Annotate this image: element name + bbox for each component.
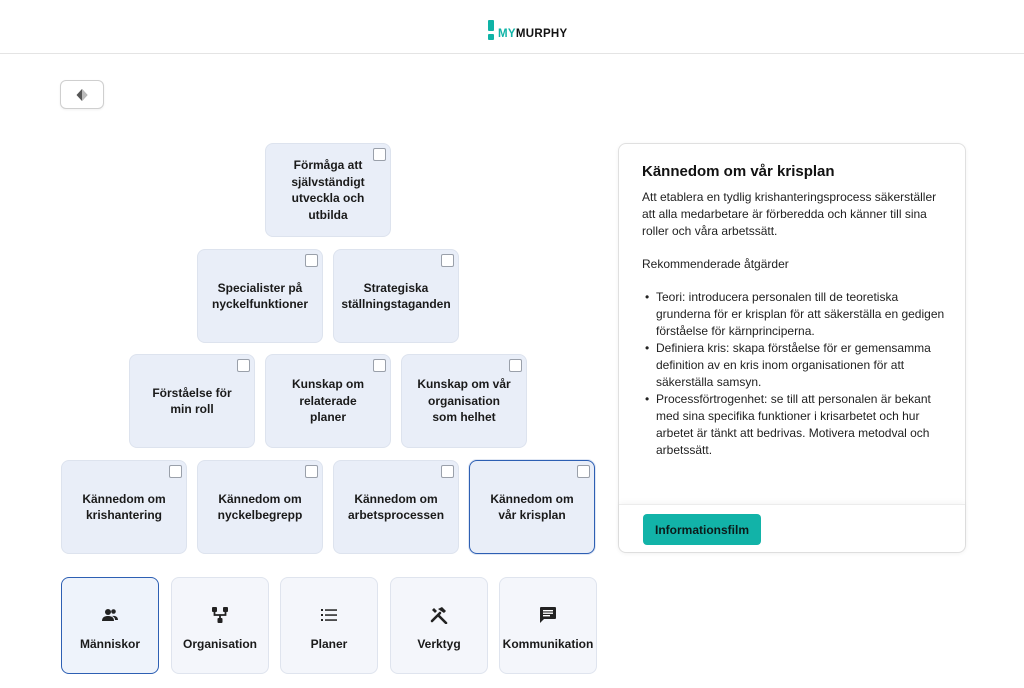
competence-card[interactable]: [265, 354, 391, 448]
recommendation-list: [642, 289, 947, 459]
detail-panel: [618, 143, 966, 553]
eraser-button[interactable]: [60, 80, 104, 109]
competence-card-label: Kännedom om nyckelbegrepp: [217, 491, 303, 522]
competence-card-selected[interactable]: [469, 460, 595, 554]
competence-card-label: Kännedom om arbetsprocessen: [347, 491, 445, 522]
category-label: Kommunikation: [502, 637, 594, 651]
competence-checkbox[interactable]: [305, 465, 318, 478]
competence-card[interactable]: [333, 249, 459, 343]
competence-card[interactable]: [401, 354, 527, 448]
category-tab-organisation[interactable]: [171, 577, 269, 674]
category-tab-kommunikation[interactable]: [499, 577, 597, 674]
competence-card[interactable]: [197, 460, 323, 554]
competence-checkbox[interactable]: [577, 465, 590, 478]
competence-card-label: Kännedom om vår krisplan: [490, 491, 574, 522]
competence-card[interactable]: [61, 460, 187, 554]
informationsfilm-button[interactable]: Informationsfilm: [643, 514, 761, 545]
competence-card-label: Kunskap om relaterade planer: [291, 377, 364, 425]
category-tab-manniskor[interactable]: [61, 577, 159, 674]
competence-card[interactable]: [129, 354, 255, 448]
tools-icon: [429, 605, 449, 625]
competence-checkbox[interactable]: [373, 359, 386, 372]
category-tab-planer[interactable]: [280, 577, 378, 674]
logo-text: MYMURPHY: [498, 28, 568, 40]
category-label: Organisation: [182, 637, 257, 651]
competence-card-label: Specialister på nyckelfunktioner: [211, 280, 309, 311]
list-icon: [319, 605, 339, 625]
people-icon: [100, 605, 120, 625]
panel-footer: [619, 504, 965, 552]
message-icon: [538, 605, 558, 625]
competence-checkbox[interactable]: [441, 465, 454, 478]
competence-card-label: Strategiska ställningstaganden: [341, 280, 451, 311]
competence-card[interactable]: [333, 460, 459, 554]
list-item: • Teori: introducera personalen till de teoretiska grunderna för er krisplan för att säkerställa en gedigen förståelse för kärnprinciperna.: [642, 289, 947, 340]
detail-description: Att etablera en tydlig krishanteringsprocess säkerställer att alla medarbetare är förberedda och känner till sina roller och våra arbetssätt.: [642, 190, 937, 238]
logo-mark-icon: [488, 20, 494, 40]
mymurphy-logo[interactable]: [488, 19, 568, 40]
competence-checkbox[interactable]: [441, 254, 454, 267]
category-tab-verktyg[interactable]: [390, 577, 488, 674]
category-label: Verktyg: [417, 637, 461, 651]
competence-card-label: Kunskap om vår organisation som helhet: [417, 377, 511, 425]
competence-checkbox[interactable]: [509, 359, 522, 372]
list-item: • Processförtrogenhet: se till att personalen är bekant med sina specifika funktioner i krisarbetet och hur arbetet är tänkt att bedrivas. Motivera metodval och arbetssätt.: [642, 391, 947, 459]
competence-card[interactable]: [197, 249, 323, 343]
category-label: Människor: [79, 637, 140, 651]
competence-checkbox[interactable]: [237, 359, 250, 372]
top-bar: [0, 0, 1024, 54]
competence-checkbox[interactable]: [169, 465, 182, 478]
recommended-heading: Rekommenderade åtgärder: [642, 257, 789, 271]
eraser-icon: [75, 88, 89, 102]
competence-card[interactable]: [265, 143, 391, 237]
competence-card-label: Förståelse för min roll: [152, 385, 232, 416]
competence-card-label: Kännedom om krishantering: [82, 491, 166, 522]
competence-checkbox[interactable]: [305, 254, 318, 267]
category-label: Planer: [310, 637, 348, 651]
list-item: • Definiera kris: skapa förståelse för er gemensamma definition av en kris inom organisationen för att säkerställa samsyn.: [642, 340, 947, 391]
competence-checkbox[interactable]: [373, 148, 386, 161]
detail-title: Kännedom om vår krisplan: [642, 163, 835, 180]
competence-card-label: Förmåga att självständigt utveckla och utbilda: [291, 158, 365, 222]
org-chart-icon: [210, 605, 230, 625]
